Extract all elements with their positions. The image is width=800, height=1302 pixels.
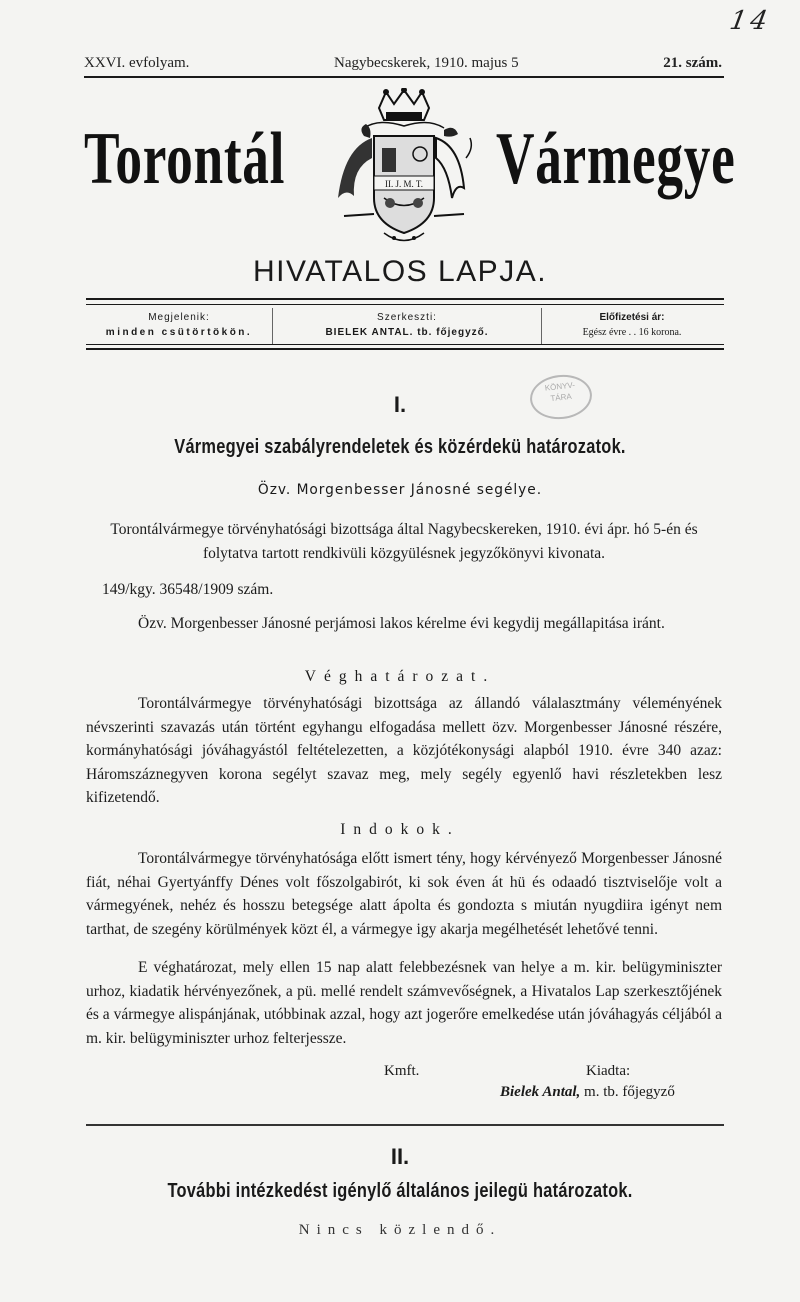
editor-value: BIELEK ANTAL. tb. főjegyző.	[325, 327, 489, 338]
stamp-line2: TÁRA	[549, 391, 573, 404]
signatory-name: Bielek Antal,	[500, 1084, 581, 1100]
signatory	[500, 1084, 675, 1101]
info-price	[542, 308, 722, 344]
info-editor	[273, 308, 542, 344]
svg-text:II. J. M. T.: II. J. M. T.	[385, 179, 423, 189]
issue-number: 21. szám.	[663, 55, 722, 71]
section-divider	[86, 1124, 724, 1126]
section-2-note: Nincs közlendő.	[298, 1222, 502, 1238]
appears-label: Megjelenik:	[148, 312, 210, 323]
reference-number: 149/kgy. 36548/1909 szám.	[102, 581, 274, 598]
title-right-word: Vármegye	[496, 118, 736, 200]
coat-of-arms-icon	[324, 88, 484, 248]
price-value: Egész évre . . 16 korona.	[582, 327, 682, 338]
section-1-number: I.	[393, 392, 407, 417]
info-rule-top-thick	[86, 298, 724, 300]
info-rule-bottom-thick	[86, 348, 724, 350]
section-2-title: További intézkedést igénylő általános jeilegü határozatok.	[167, 1180, 633, 1202]
request-paragraph: Özv. Morgenbesser Jánosné perjámosi lakos kérelme évi kegydij megállapitása iránt.	[138, 615, 665, 632]
item-title: Özv. Morgenbesser Jánosné segélye.	[257, 482, 543, 498]
reasons-heading: Indokok.	[340, 821, 460, 838]
title-left-word: Torontál	[84, 118, 286, 200]
appears-value: minden csütörtökön.	[105, 327, 253, 338]
reasons-paragraph: Torontálvármegye törvényhatósága előtt ismert tény, hogy kérvényező Morgenbesser Jánosné fiát, néhai Gyertyánffy Dénes volt főszolgabirót, ki sok éven át hü és odaadó tisztviselője volt a vármegyének, nehéz és hosszu betegsége alatt ápolta és gondozta s miután nyugdiira igényt nem tarthat, de szegény körülmények közt él, a vármegye igy akarja megélhetését lehetővé tenni.	[86, 850, 722, 938]
info-rule-top-thin	[86, 304, 724, 305]
place-date: Nagybecskerek, 1910. majus 5	[334, 55, 519, 71]
info-appears	[86, 308, 273, 344]
signatory-title: m. tb. főjegyző	[580, 1084, 675, 1100]
volume-label: XXVI. evfolyam.	[84, 55, 190, 71]
info-box	[86, 308, 722, 344]
masthead-rule	[84, 76, 724, 78]
page-number-annotation: 14	[727, 6, 774, 36]
decision-paragraph: Torontálvármegye törvényhatósági bizottsága az állandó válalasztmány véleményének névszerinti szavazás után történt egyhangu elfogadása mellett özv. Morgenbesser Jánosné részére, kormányhatósági jóváhagyástól feltételezetten, a közjótékonysági alapból 1910. évre 340 azaz: Háromszáznegyven korona segélyt szavaz meg, mely segély egyenlő havi részletekben lesz kifizetendő.	[86, 695, 722, 806]
decision-heading: Véghatározat.	[304, 668, 496, 685]
masthead-title	[84, 88, 736, 250]
editor-label: Szerkeszti:	[377, 312, 437, 323]
appeal-paragraph: E véghatározat, mely ellen 15 nap alatt felebbezésnek van helye a m. kir. belügyminiszter urhoz, kiadatik hérvényezőnek, a pü. mellé rendelt számvevőségnek, a Hivatalos Lap szerkesztőjének és a vármegye alispánjának, utóbbinak azzal, hogy azt jogerőre emelkedése után jóváhagyás céljából a m. kir. belügyminiszter urhoz felterjessze.	[86, 959, 722, 1047]
stamp-line1: KÖNYV-	[544, 380, 576, 393]
intro-paragraph: Torontálvármegye törvényhatósági bizottsága által Nagybecskereken, 1910. évi ápr. hó 5-én és folytatva tartott rendkivüli közgyülésnek jegyzőkönyvi kivonata.	[110, 521, 698, 562]
section-1-title: Vármegyei szabályrendeletek és közérdekü határozatok.	[174, 436, 626, 458]
masthead-line	[84, 55, 722, 72]
info-rule-bottom-thin	[86, 344, 724, 345]
section-2-number: II.	[390, 1144, 410, 1169]
price-label: Előfizetési ár:	[599, 312, 665, 323]
kmft-label: Kmft.	[384, 1063, 420, 1079]
subtitle: HIVATALOS LAPJA.	[252, 255, 548, 288]
issued-by-label: Kiadta:	[586, 1063, 631, 1079]
